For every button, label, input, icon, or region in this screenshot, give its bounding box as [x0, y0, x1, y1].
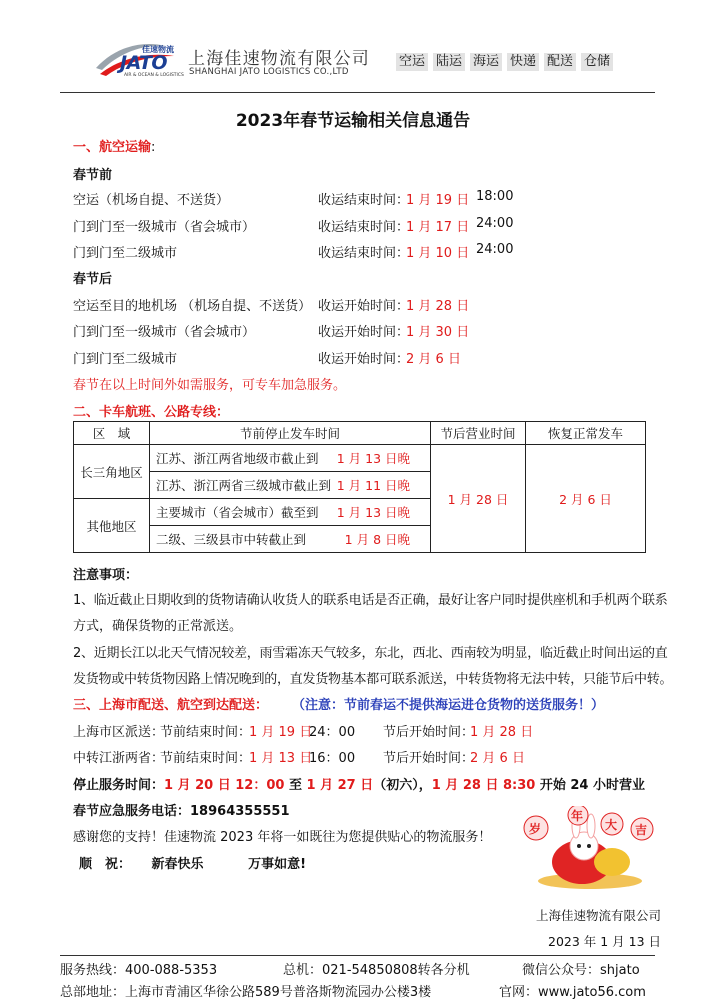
cell-region-yrd: 长三角地区 — [74, 445, 150, 499]
note-1-line-2: 方式，确保货物的正常派送。 — [73, 619, 243, 634]
th-stop-time: 节前停止发车时间 — [150, 422, 431, 445]
header-divider — [60, 92, 655, 93]
table-cell: 主要城市（省会城市）截至到 1 月 13 日晚 — [150, 499, 431, 526]
truck-schedule-table — [73, 421, 646, 553]
brand-en: SHANGHAI JATO LOGISTICS CO.,LTD — [189, 67, 349, 77]
sec1-after-row-2: 门到门至一级城市（省会城市） 收运开始时间： 1 月 30 日 — [73, 325, 470, 340]
sec3-row-1: 上海市区派送： 节前结束时间： 1 月 19 日 24：00 节后开始时间： 1 月 28 日 — [73, 725, 534, 740]
rabbit-icon — [520, 806, 660, 891]
footer-website[interactable]: 官网：www.jato56.com — [499, 985, 646, 1000]
cell-business-date: 1 月 28 日 — [431, 445, 526, 553]
sec2-heading: 二、卡车航班、公路专线： — [73, 405, 230, 420]
mascot-char-1: 岁 — [529, 822, 542, 836]
sec1-after-row-3: 门到门至二级城市 收运开始时间： 2 月 6 日 — [73, 352, 461, 367]
sec1-before-row-3: 门到门至二级城市 收运结束时间： 1 月 10 日 24:00 — [73, 242, 514, 261]
footer-switchboard: 总机：021-54850808转各分机 — [283, 963, 470, 978]
emergency-line: 春节应急服务电话：18964355551 — [73, 804, 290, 819]
signature-company: 上海佳速物流有限公司 — [536, 908, 662, 923]
note-2-line-2: 发货物或中转货物因路上情况晚到的，直发货物基本都可联系派送，中转货物将无法中转，只能节后中转。 — [73, 672, 673, 687]
brand-cn: 上海佳速物流有限公司 — [188, 49, 370, 69]
sec1-before-row-2: 门到门至一级城市（省会城市） 收运结束时间： 1 月 17 日 24:00 — [73, 216, 514, 235]
new-year-rabbit-illustration — [520, 806, 660, 891]
page-title: 2023年春节运输相关信息通告 — [235, 111, 471, 131]
th-business-time: 节后营业时间 — [431, 422, 526, 445]
stop-service-line: 停止服务时间：1 月 20 日 12：00 至 1 月 27 日（初六），1 月 28 日 8:30 开始 24 小时营业 — [73, 778, 646, 793]
footer-hotline: 服务热线：400-088-5353 — [60, 963, 218, 978]
logo-tagline: AIR & OCEAN & LOGISTICS — [124, 73, 184, 78]
table-cell: 江苏、浙江两省三级城市截止到 1 月 11 日晚 — [150, 472, 431, 499]
table-cell: 江苏、浙江两省地级市截止到 1 月 13 日晚 — [150, 445, 431, 472]
nav-sea[interactable]: 海运 — [470, 53, 502, 71]
cell-resume-date: 2 月 6 日 — [526, 445, 646, 553]
nav-delivery[interactable]: 配送 — [544, 53, 576, 71]
nav-air[interactable]: 空运 — [396, 53, 428, 71]
sec3-heading: 三、上海市配送、航空到达配送： — [73, 698, 269, 713]
nav-land[interactable]: 陆运 — [433, 53, 465, 71]
table-header-row — [74, 422, 646, 445]
mascot-char-4: 吉 — [635, 823, 648, 837]
th-region: 区 域 — [74, 422, 150, 445]
nav-express[interactable]: 快递 — [507, 53, 539, 71]
footer-address: 总部地址：上海市青浦区华徐公路589号普洛斯物流园办公楼3楼 — [60, 985, 432, 1000]
sec3-notice: （注意：节前春运不提供海运进仓货物的送货服务！） — [292, 698, 605, 713]
sec1-heading: 一、航空运输: — [73, 140, 156, 155]
footer-divider — [60, 955, 655, 956]
footer-wechat: 微信公众号：shjato — [522, 963, 640, 978]
sec1-before-row-1: 空运（机场自提、不送货） 收运结束时间： 1 月 19 日 18:00 — [73, 189, 514, 208]
signature-date: 2023 年 1 月 13 日 — [548, 934, 662, 949]
mascot-char-3: 大 — [605, 818, 618, 832]
jato-logo — [90, 38, 182, 82]
logo-small-cn: 佳速物流 — [142, 45, 174, 54]
th-resume: 恢复正常发车 — [526, 422, 646, 445]
sec3-row-2: 中转江浙两省： 节前结束时间： 1 月 13 日 16：00 节后开始时间： 2 月 6 日 — [73, 751, 525, 766]
note-1-line-1: 1、临近截止日期收到的货物请确认收货人的联系电话是否正确，最好让客户同时提供座机和手机两个联系 — [73, 593, 668, 608]
sec1-after-row-1: 空运至目的地机场 （机场自提、不送货） 收运开始时间： 1 月 28 日 — [73, 299, 470, 314]
wish-line: 顺 祝： 新春快乐 万事如意! — [79, 857, 307, 872]
nav-storage[interactable]: 仓储 — [581, 53, 613, 71]
note-2-line-1: 2、近期长江以北天气情况较差，雨雪霜冻天气较多，东北，西北、西南较为明显，临近截止时间出运的直 — [73, 646, 668, 661]
mascot-char-2: 年 — [571, 809, 584, 823]
sec1-before-label: 春节前 — [73, 168, 113, 183]
notes-heading: 注意事项： — [73, 568, 139, 583]
logo-jato-text: JATO — [120, 52, 168, 74]
cell-region-other: 其他地区 — [74, 499, 150, 553]
table-row — [74, 445, 646, 472]
thanks-line: 感谢您的支持！佳速物流 2023 年将一如既往为您提供贴心的物流服务！ — [73, 830, 492, 845]
table-cell: 二级、三级县市中转截止到 1 月 8 日晚 — [150, 526, 431, 553]
sec1-after-label: 春节后 — [73, 272, 113, 287]
sec1-note: 春节在以上时间外如需服务，可专车加急服务。 — [73, 378, 347, 393]
